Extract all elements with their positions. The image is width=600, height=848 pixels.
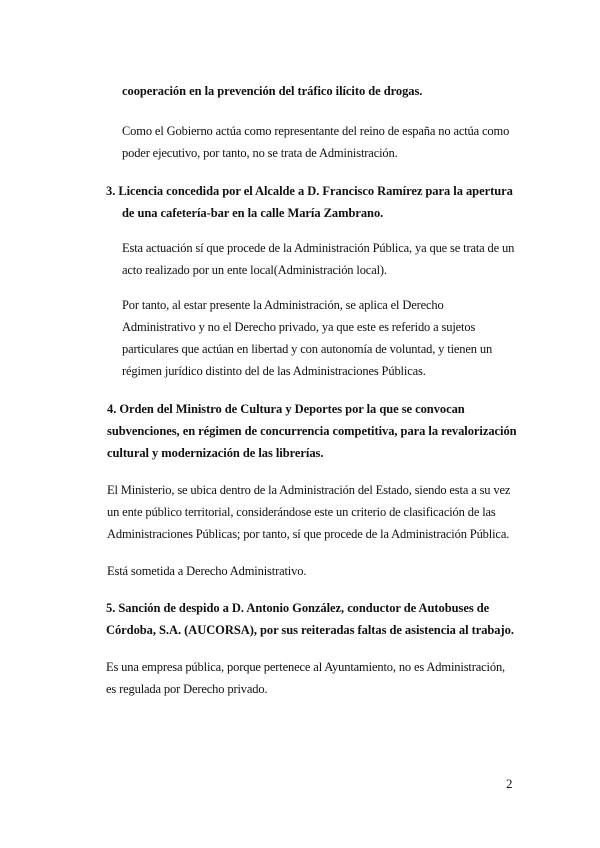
section-4-paragraph-line: un ente público territorial, considerándose este un criterio de clasificación de las bbox=[107, 505, 496, 519]
section-4-heading-line: cultural y modernización de las librerías. bbox=[107, 446, 324, 460]
section-4-paragraph-line: Está sometida a Derecho Administrativo. bbox=[107, 564, 307, 578]
section-5-paragraph-line: es regulada por Derecho privado. bbox=[106, 682, 268, 696]
section-3-paragraph-line: acto realizado por un ente local(Administración local). bbox=[122, 263, 387, 277]
section-3-heading-line: 3. Licencia concedida por el Alcalde a D. Francisco Ramírez para la apertura bbox=[106, 184, 513, 198]
section-3-paragraph-line: Por tanto, al estar presente la Administración, se aplica el Derecho bbox=[122, 298, 444, 312]
intro-paragraph-line: poder ejecutivo, por tanto, no se trata de Administración. bbox=[122, 146, 398, 160]
intro-paragraph-line: Como el Gobierno actúa como representante del reino de españa no actúa como bbox=[122, 124, 510, 138]
section-4-heading-line: 4. Orden del Ministro de Cultura y Deportes por la que se convocan bbox=[107, 402, 465, 416]
section-4-paragraph-line: El Ministerio, se ubica dentro de la Administración del Estado, siendo esta a su vez bbox=[107, 483, 511, 497]
section-5-paragraph-line: Es una empresa pública, porque pertenece al Ayuntamiento, no es Administración, bbox=[106, 660, 506, 674]
page-number: 2 bbox=[506, 776, 513, 791]
section-3-heading-line: de una cafetería-bar en la calle María Zambrano. bbox=[122, 206, 384, 220]
section-4-heading-line: subvenciones, en régimen de concurrencia competitiva, para la revalorización bbox=[107, 424, 517, 438]
intro-heading-line: cooperación en la prevención del tráfico ilícito de drogas. bbox=[122, 84, 423, 98]
section-5-heading-line: 5. Sanción de despido a D. Antonio González, conductor de Autobuses de bbox=[106, 601, 490, 615]
section-3-paragraph-line: Esta actuación sí que procede de la Administración Pública, ya que se trata de un bbox=[122, 241, 515, 255]
section-4-paragraph-line: Administraciones Públicas; por tanto, sí que procede de la Administración Pública. bbox=[107, 527, 510, 541]
section-3-paragraph-line: particulares que actúan en libertad y con autonomía de voluntad, y tienen un bbox=[122, 342, 493, 356]
section-3-paragraph-line: régimen jurídico distinto del de las Administraciones Públicas. bbox=[122, 364, 426, 378]
section-3-paragraph-line: Administrativo y no el Derecho privado, ya que este es referido a sujetos bbox=[122, 320, 476, 334]
section-5-heading-line: Córdoba, S.A. (AUCORSA), por sus reiteradas faltas de asistencia al trabajo. bbox=[106, 623, 514, 637]
